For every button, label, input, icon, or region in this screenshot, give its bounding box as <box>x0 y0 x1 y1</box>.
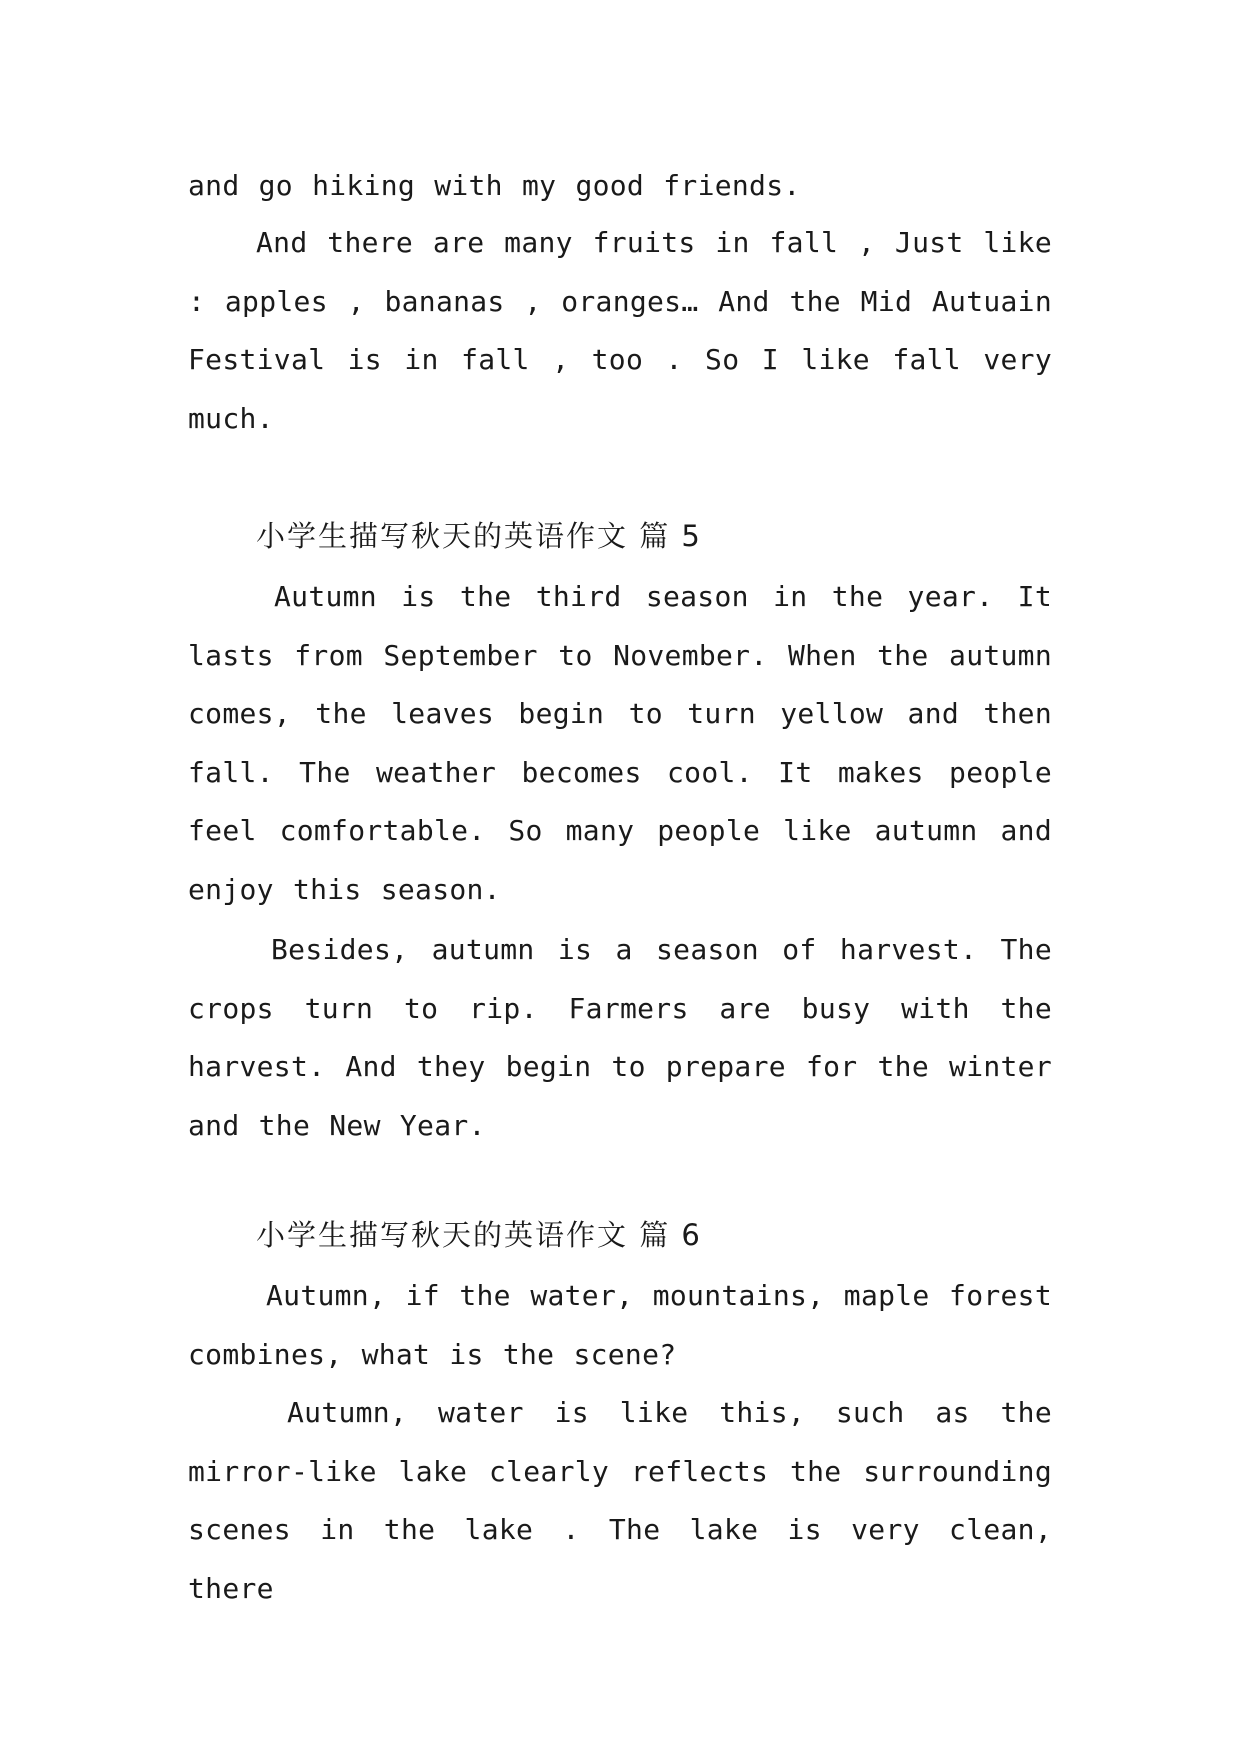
paragraph-6-1: Autumn, if the water, mountains, maple forest combines, what is the scene? <box>188 1279 1052 1371</box>
paragraph-continuation: and go hiking with my good friends. <box>188 169 801 202</box>
paragraph-5-1: Autumn is the third season in the year. It lasts from September to November. When the autumn comes, the leaves begin to turn yellow and then fall. The weather becomes cool. It makes people feel comfortable. So many people like autumn and enjoy this season. <box>188 580 1052 906</box>
paragraph-6-2: Autumn, water is like this, such as the mirror-like lake clearly reflects the surrounding scenes in the lake . The lake is very clean, there <box>188 1396 1052 1605</box>
paragraph-5-2: Besides, autumn is a season of harvest. The crops turn to rip. Farmers are busy with the harvest. And they begin to prepare for the winter and the New Year. <box>188 933 1052 1142</box>
essay-heading-5: 小学生描写秋天的英语作文 篇 5 <box>256 519 702 553</box>
paragraph-fruits: And there are many fruits in fall , Just like : apples , bananas , oranges… And the Mid Autuain Festival is in fall , too . So I like fall very much. <box>188 226 1052 435</box>
essay-heading-6: 小学生描写秋天的英语作文 篇 6 <box>256 1218 702 1252</box>
